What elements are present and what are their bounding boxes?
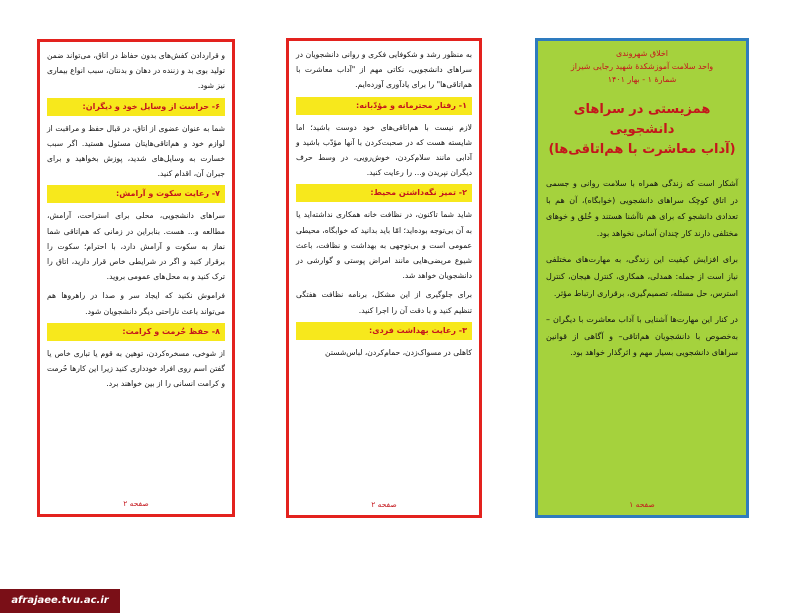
cover-paragraph-3: در کنار این مهارت‌ها آشنایی با آداب معاشرت با دیگران –به‌خصوص با دانشجویان هم‌اتاقی– و آگاهی از قوانین سراهای دانشجویی بسیار مهم و اثرگذار خواهد بود.	[546, 315, 738, 358]
cover-issue: شمارهٔ ۱ - بهار ۱۴۰۱	[607, 75, 677, 84]
section-7-note: فراموش نکنید که ایجاد سر و صدا در راهروها هم می‌تواند باعث ناراحتی دیگر دانشجویان شود.	[47, 291, 225, 316]
section-8-heading: ۸- حفظ حُرمت و کرامت:	[47, 323, 225, 341]
section-7-text: سراهای دانشجویی، محلی برای استراحت، آرامش، مطالعه و... هست. بنابراین در زمانی که هم‌اتاقی شما نماز به سکوت و آرامش دارد، با احترام؛ سکوت را برقرار کنید و اگر در شرایطی خاص قرار دارید، اتاق را ترک کنید و به محل‌های عمومی بروید.	[47, 211, 225, 282]
page-number: صفحه ۲	[371, 500, 397, 509]
section-2-text: شاید شما تاکنون، در نظافت خانه همکاری نداشته‌اید یا به آن بی‌توجه بوده‌اید؛ امّا باید بدانید که خوابگاه، محیطی عمومی است و بی‌توجهی به بهداشت و نظافت، باعث شیوع مریضی‌هایی مانند امراض پوستی و گوارشی در دانشجویان خواهد شد.	[296, 210, 472, 281]
section-6-text: شما به عنوان عضوی از اتاق، در قبال حفظ و مراقبت از لوازم خود و هم‌اتاقی‌هایتان مسئول هستید. اگر سبب خسارت به وسایل‌های شدید، پوزش بخواهید و برای جبران آن، اقدام کنید.	[47, 123, 225, 179]
cover-paragraph-2: برای افزایش کیفیت این زندگی، به مهارت‌های مختلفی نیاز است از جمله: همدلی، همکاری، کنترل هیجان، کنترل استرس، حل مسئله، تصمیم‌گیری، برقراری ارتباط مؤثر.	[546, 255, 738, 298]
site-footer-badge[interactable]	[0, 589, 120, 613]
section-8-text: از شوخی، مسخره‌کردن، توهین به قوم یا تباری خاص یا گفتن اسم روی افراد خودداری کنید زیرا این کارها حُرمت و کرامت انسانی را از بین خواهند برد.	[47, 348, 225, 389]
section-6-heading: ۶- حراست از وسایل خود و دیگران:	[47, 98, 225, 116]
cover-publisher: واحد سلامت آموزشکدهٔ شهید رجایی شیراز	[570, 62, 714, 71]
section-2-heading: ۲- تمیز نگه‌داشتن محیط:	[296, 184, 472, 202]
section-1-heading: ۱- رفتار محترمانه و مؤدّبانه:	[296, 97, 472, 115]
section-1-text: لازم نیست با هم‌اتاقی‌های خود دوست باشید؛ اما شایسته هست که در صحبت‌کردن با آنها مؤدّب باشید و آدابی مانند سلام‌کردن، خوش‌رویی، در وسط حرف دیگران نپریدن و... را رعایت کنید.	[296, 122, 472, 178]
section-7-heading: ۷- رعایت سکوت و آرامش:	[47, 185, 225, 203]
cover-title-line-1: همزیستی در سراهای دانشجویی	[573, 102, 711, 137]
cover-paragraph-1: آشکار است که زندگی همراه با سلامت روانی و جسمی در اتاق کوچک سراهای دانشجویی (خوابگاه)، آن هم با تعدادی دانشجو که برای هم ناآشنا هستند و خُلق و خوهای مختلفی دارند کار چندان آسانی نخواهد بود.	[546, 179, 738, 238]
page-number: صفحه ۱	[629, 500, 655, 509]
brochure-panel-left	[37, 39, 235, 517]
brochure-panel-middle	[286, 38, 482, 518]
cover-series-title: اخلاق شهروندی	[615, 49, 669, 58]
section-3-text: کاهلی در مسواک‌زدن، حمام‌کردن، لباس‌شستن	[325, 347, 472, 357]
site-url[interactable]: afrajaee.tvu.ac.ir	[11, 595, 109, 606]
brochure-cover-panel	[535, 38, 749, 518]
section-3-heading: ۳- رعایت بهداشت فردی:	[296, 322, 472, 340]
panel-middle-intro: به منظور رشد و شکوفایی فکری و روانی دانشجویان در سراهای دانشجویی، نکاتی مهم از "آداب معاشرت با هم‌اتاقی‌ها" را برای یادآوری آورده‌ایم.	[296, 50, 472, 90]
page-number: صفحه ۲	[123, 499, 149, 508]
panel-left-intro: و قراردادن کفش‌های بدون حفاظ در اتاق، می‌تواند ضمن تولید بوی بد و زننده در دهان و بدنتان، سبب انواع بیماری نیز شود.	[47, 51, 225, 91]
cover-main-title	[546, 100, 738, 160]
section-2-note: برای جلوگیری از این مشکل، برنامه نظافت هفتگی تنظیم کنید و با دقت آن را اجرا کنید.	[296, 290, 472, 315]
cover-title-line-2: (آداب معاشرت با هم‌اتاقی‌ها)	[548, 142, 736, 157]
